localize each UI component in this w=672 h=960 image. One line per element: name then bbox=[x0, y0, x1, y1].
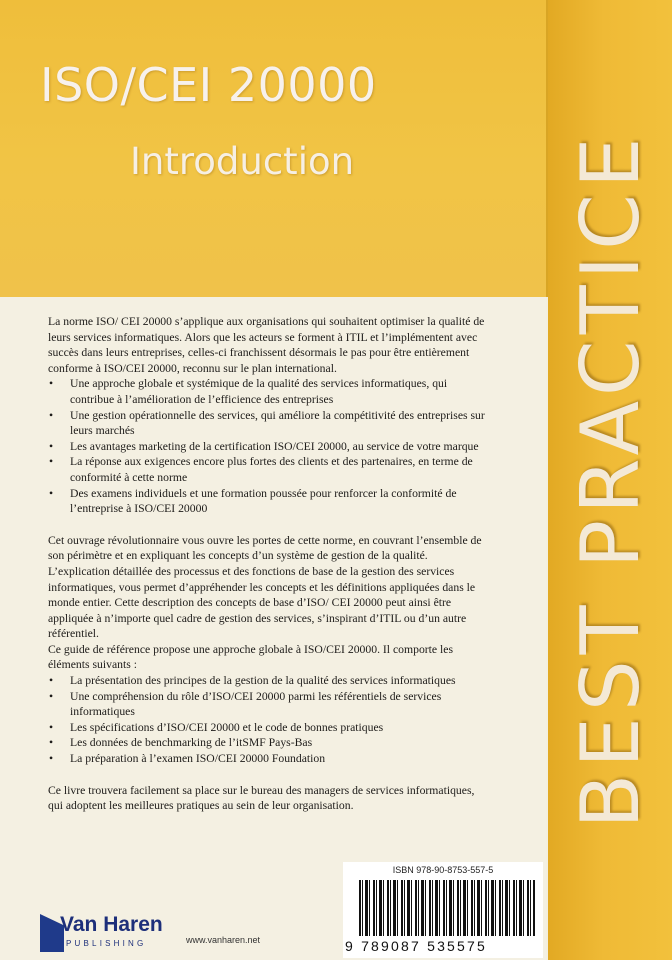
book-subtitle: Introduction bbox=[130, 140, 355, 183]
isbn-label: ISBN 978-90-8753-557-5 bbox=[392, 865, 494, 875]
list-item: • Une compréhension du rôle d’ISO/CEI 20000 parmi les référentiels de services informatiques bbox=[48, 689, 488, 720]
publisher-website: www.vanharen.net bbox=[186, 935, 261, 945]
publisher-name: Van Haren bbox=[60, 913, 163, 936]
contents-list bbox=[48, 673, 488, 767]
list-item: • Les données de benchmarking de l’itSMF Pays-Bas bbox=[48, 735, 488, 751]
book-title: ISO/CEI 20000 bbox=[40, 58, 377, 112]
list-item: • Une gestion opérationnelle des services, qui améliore la compétitivité des entreprises sur leurs marchés bbox=[48, 408, 488, 439]
publisher-logo bbox=[40, 912, 170, 956]
list-item: • La présentation des principes de la gestion de la qualité des services informatiques bbox=[48, 673, 488, 689]
publisher-sub: PUBLISHING bbox=[66, 939, 147, 948]
list-item: • Des examens individuels et une formation poussée pour renforcer la conformité de l’entreprise à ISO/CEI 20000 bbox=[48, 486, 488, 517]
description-paragraph: Cet ouvrage révolutionnaire vous ouvre les portes de cette norme, en couvrant l’ensemble de son périmètre et en expliquant les concepts d’un système de gestion de la qualité. L’explication détaillée des processus et des fonctions de base de la gestion des services informatiques, vous permet d’appréhender les concepts et les définitions appliquées dans le monde entier. Cette description des concepts de base d’ISO/ CEI 20000 peut ainsi être appliquée à n’importe quel cadre de gestion des services, s’inspirant d’ITIL ou d’un autre référentiel. bbox=[48, 533, 482, 641]
blurb bbox=[48, 314, 488, 814]
closing-paragraph: Ce livre trouvera facilement sa place sur le bureau des managers de services informatiques, qui adoptent les meilleures pratiques au sein de leur organisation. bbox=[48, 783, 475, 813]
list-item: • Les avantages marketing de la certification ISO/CEI 20000, au service de votre marque bbox=[48, 439, 488, 455]
barcode-number: 9 789087 535575 bbox=[345, 938, 487, 954]
cover-top-band bbox=[0, 0, 548, 297]
list-item: • La réponse aux exigences encore plus fortes des clients et des partenaires, en terme de conformité à cette norme bbox=[48, 454, 488, 485]
intro-paragraph: La norme ISO/ CEI 20000 s’applique aux organisations qui souhaitent optimiser la qualité de leurs services informatiques. Alors que les acteurs se forment à ITIL et l’implémentent avec succès dans leurs entreprises, celles-ci franchissent désormais le pas pour être entièrement conforme à ISO/CEI 20000, reconnu sur le plan international. bbox=[48, 315, 485, 375]
spine-label: BEST PRACTICE bbox=[564, 131, 657, 829]
list-item: • La préparation à l’examen ISO/CEI 20000 Foundation bbox=[48, 751, 488, 767]
barcode-block bbox=[343, 862, 543, 958]
benefits-list bbox=[48, 376, 488, 516]
guide-paragraph: Ce guide de référence propose une approche globale à ISO/CEI 20000. Il comporte les éléments suivants : bbox=[48, 642, 454, 672]
list-item: • Une approche globale et systémique de la qualité des services informatiques, qui contribue à l’amélioration de l’efficience des entreprises bbox=[48, 376, 488, 407]
list-item: • Les spécifications d’ISO/CEI 20000 et le code de bonnes pratiques bbox=[48, 720, 488, 736]
barcode-bars bbox=[359, 880, 535, 936]
